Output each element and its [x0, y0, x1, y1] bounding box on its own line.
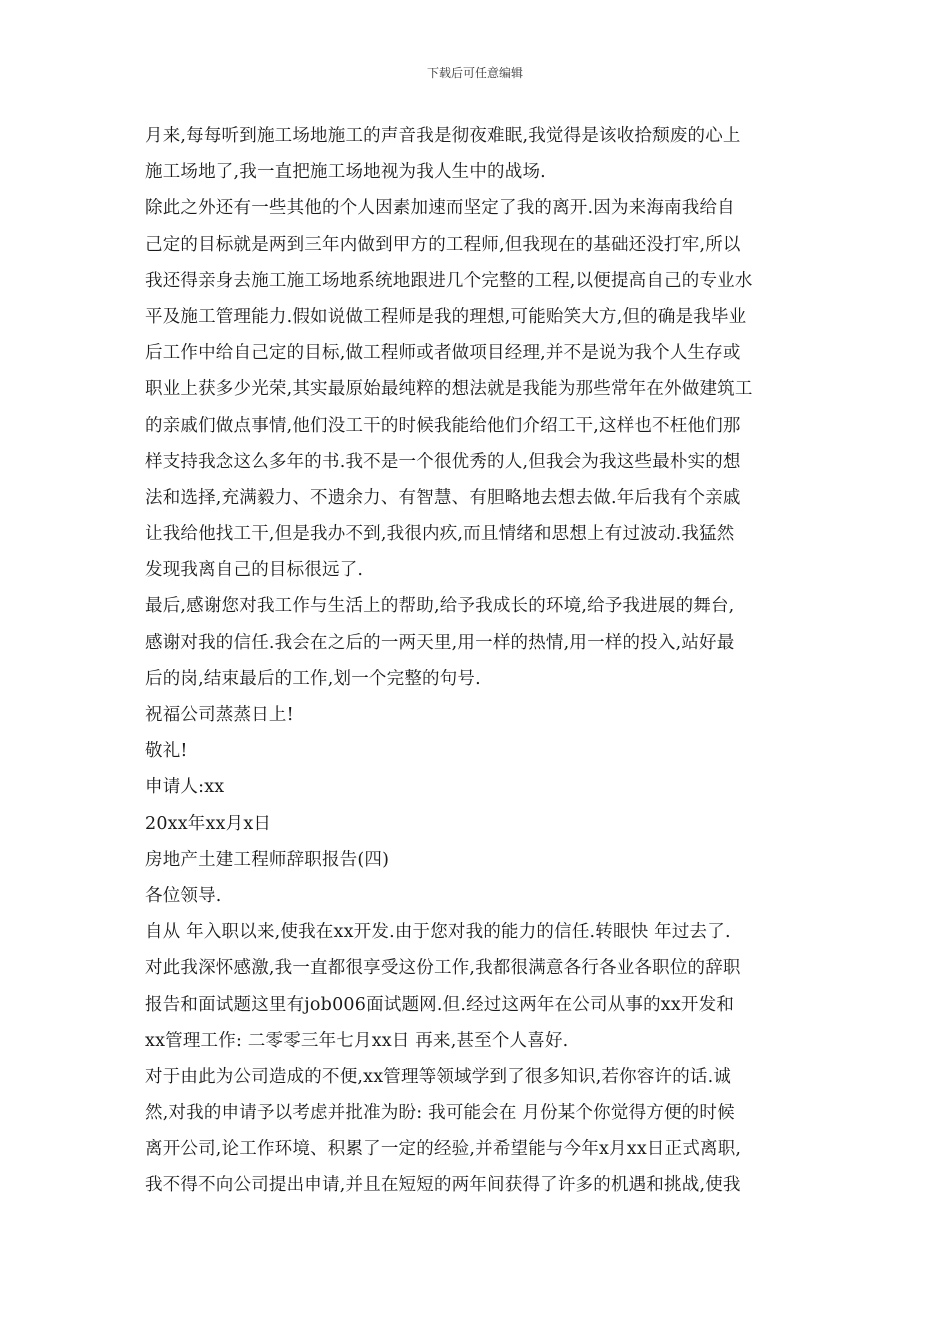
text-line: 后的岗,结束最后的工作,划一个完整的句号. [145, 668, 481, 689]
page-header: 下载后可任意编辑 [426, 66, 523, 80]
text-line: 的亲戚们做点事情,他们没工干的时候我能给他们介绍工干,这样也不枉他们那 [145, 415, 741, 436]
text-line: 职业上获多少光荣,其实最原始最纯粹的想法就是我能为那些常年在外做建筑工 [145, 379, 753, 400]
text-line: xx管理工作: 二零零三年七月xx日 再来,甚至个人喜好. [145, 1030, 569, 1051]
text-line: 祝福公司蒸蒸日上! [145, 705, 294, 725]
text-line: 月来,每每听到施工场地施工的声音我是彻夜难眠,我觉得是该收拾颓废的心上 [145, 126, 741, 146]
text-line: 发现我离自己的目标很远了. [145, 560, 364, 581]
text-line: 然,对我的申请予以考虑并批准为盼: 我可能会在 月份某个你觉得方便的时候 [145, 1103, 735, 1124]
document-body [145, 118, 815, 1204]
text-line: 法和选择,充满毅力、不遗余力、有智慧、有胆略地去想去做.年后我有个亲戚 [145, 487, 741, 508]
text-line: 20xx年xx月x日 [145, 813, 272, 834]
text-line: 对此我深怀感激,我一直都很享受这份工作,我都很满意各行各业各职位的辞职 [145, 958, 741, 979]
text-line: 让我给他找工干,但是我办不到,我很内疚,而且情绪和思想上有过波动.我猛然 [145, 524, 735, 545]
text-line: 感谢对我的信任.我会在之后的一两天里,用一样的热情,用一样的投入,站好最 [145, 632, 735, 653]
text-line: 最后,感谢您对我工作与生活上的帮助,给予我成长的环境,给予我进展的舞台, [145, 596, 735, 617]
text-line: 各位领导. [145, 885, 222, 906]
text-line: 除此之外还有一些其他的个人因素加速而坚定了我的离开.因为来海南我给自 [145, 198, 735, 219]
text-line: 报告和面试题这里有job006面试题网.但.经过这两年在公司从事的xx开发和 [145, 994, 735, 1015]
text-line: 我不得不向公司提出申请,并且在短短的两年间获得了许多的机遇和挑战,使我 [145, 1175, 741, 1196]
text-line: 对于由此为公司造成的不便,xx管理等领域学到了很多知识,若你容许的话.诚 [145, 1066, 732, 1087]
text-line: 申请人:xx [145, 777, 225, 798]
text-line: 样支持我念这么多年的书.我不是一个很优秀的人,但我会为我这些最朴实的想 [145, 451, 741, 472]
text-line: 自从 年入职以来,使我在xx开发.由于您对我的能力的信任.转眼快 年过去了. [145, 922, 731, 943]
text-line: 己定的目标就是两到三年内做到甲方的工程师,但我现在的基础还没打牢,所以 [145, 234, 741, 255]
text-line: 离开公司,论工作环境、积累了一定的经验,并希望能与今年x月xx日正式离职, [145, 1139, 742, 1160]
text-line: 敬礼! [145, 741, 188, 762]
text-line: 房地产土建工程师辞职报告(四) [145, 849, 390, 870]
text-line: 我还得亲身去施工施工场地系统地跟进几个完整的工程,以便提高自己的专业水 [145, 270, 753, 291]
text-line: 后工作中给自己定的目标,做工程师或者做项目经理,并不是说为我个人生存或 [145, 343, 741, 364]
text-line: 平及施工管理能力.假如说做工程师是我的理想,可能贻笑大方,但的确是我毕业 [145, 306, 747, 327]
text-line: 施工场地了,我一直把施工场地视为我人生中的战场. [145, 162, 546, 183]
